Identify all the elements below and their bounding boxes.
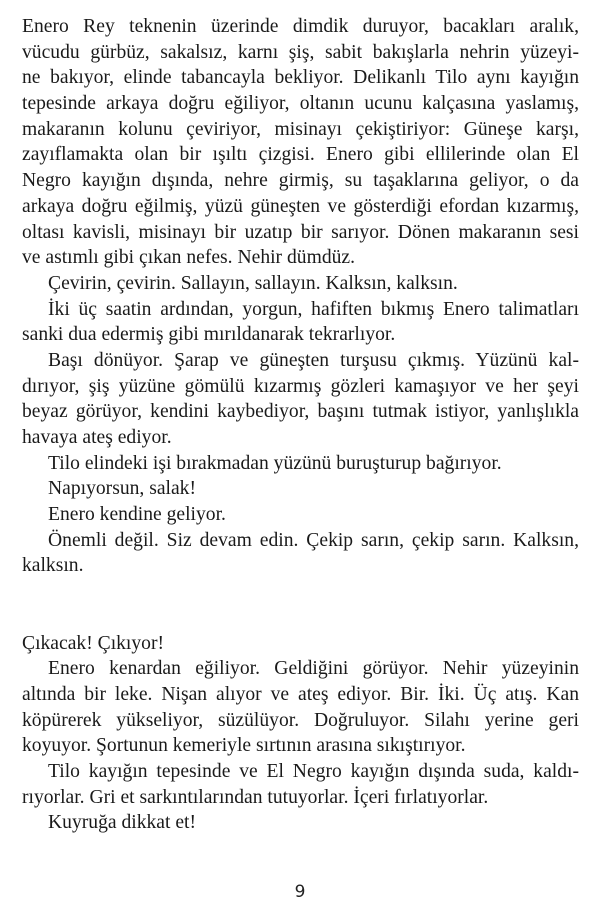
text-line: zayıflamakta olan bir ışıltı çizgisi. Enero gibi ellilerinde olan El bbox=[22, 144, 579, 166]
text-line: arkaya doğru eğilmiş, yüzü güneşten ve gösterdiği efordan kızarmış, bbox=[22, 195, 579, 217]
section-break bbox=[22, 579, 579, 630]
text-line: Napıyorsun, salak! bbox=[48, 478, 197, 500]
text-line: Tilo kayığın tepesinde ve El Negro kayığın dışında suda, kaldı- bbox=[48, 760, 579, 782]
text-line: makaranın kolunu çeviriyor, misinayı çekiştiriyor: Güneşe karşı, bbox=[22, 118, 579, 140]
text-line: oltası kavisli, misinayı bir uzatıp bir sarıyor. Dönen makaranın sesi bbox=[22, 221, 579, 243]
text-line: havaya ateş ediyor. bbox=[22, 427, 172, 448]
text-line: Çıkacak! Çıkıyor! bbox=[22, 632, 165, 654]
text-line: sanki dua edermiş gibi mırıldanarak tekrarlıyor. bbox=[22, 324, 396, 346]
text-line: ve astımlı gibi çıkan nefes. Nehir dümdüz. bbox=[22, 247, 356, 269]
text-line: dırıyor, şiş yüzüne gömülü kızarmış gözleri kamaşıyor ve her şeyi bbox=[22, 375, 579, 397]
page-number: 9 bbox=[294, 882, 306, 902]
text-line: Önemli değil. Siz devam edin. Çekip sarın, çekip sarın. Kalksın, bbox=[48, 529, 579, 551]
text-line: Kuyruğa dikkat et! bbox=[48, 812, 196, 834]
text-line: Negro kayığın dışında, nehre girmiş, su taşaklarına geliyor, o da bbox=[22, 170, 579, 192]
text-line: köpürerek yükseliyor, süzülüyor. Doğruluyor. Silahı yerine geri bbox=[22, 709, 579, 731]
text-line: Çevirin, çevirin. Sallayın, sallayın. Kalksın, kalksın. bbox=[48, 272, 458, 294]
text-line: koyuyor. Şortunun kemeriyle sırtının arasına sıkıştırıyor. bbox=[22, 735, 466, 757]
text-line: İki üç saatin ardından, yorgun, hafiften bıkmış Enero talimatları bbox=[48, 298, 579, 320]
text-line: kalksın. bbox=[22, 555, 84, 577]
text-line: Tilo elindeki işi bırakmadan yüzünü buruşturup bağırıyor. bbox=[48, 452, 502, 474]
text-line: Enero kenardan eğiliyor. Geldiğini görüyor. Nehir yüzeyinin bbox=[48, 658, 579, 680]
text-line: rıyorlar. Gri et sarkıntılarından tutuyorlar. İçeri fırlatıyorlar. bbox=[22, 786, 489, 808]
text-line: beyaz görüyor, kendini kaybediyor, başını tutmak istiyor, yanlışlıkla bbox=[22, 401, 579, 423]
text-line: vücudu gürbüz, sakalsız, karnı şiş, sabit bakışlarla nehrin yüzeyi- bbox=[22, 41, 579, 63]
body-text bbox=[22, 14, 579, 836]
text-line: altında bir leke. Nişan alıyor ve ateş ediyor. Bir. İki. Üç atış. Kan bbox=[22, 683, 579, 705]
text-line: Başı dönüyor. Şarap ve güneşten turşusu çıkmış. Yüzünü kal- bbox=[48, 349, 579, 371]
text-line: ne bakıyor, elinde tabancayla bekliyor. Delikanlı Tilo aynı kayığın bbox=[22, 67, 579, 89]
text-line: Enero kendine geliyor. bbox=[48, 504, 226, 526]
text-line: Enero Rey teknenin üzerinde dimdik duruyor, bacakları aralık, bbox=[22, 16, 579, 37]
text-line: tepesinde arkaya doğru eğiliyor, oltanın ucunu kalçasına yaslamış, bbox=[22, 93, 579, 115]
